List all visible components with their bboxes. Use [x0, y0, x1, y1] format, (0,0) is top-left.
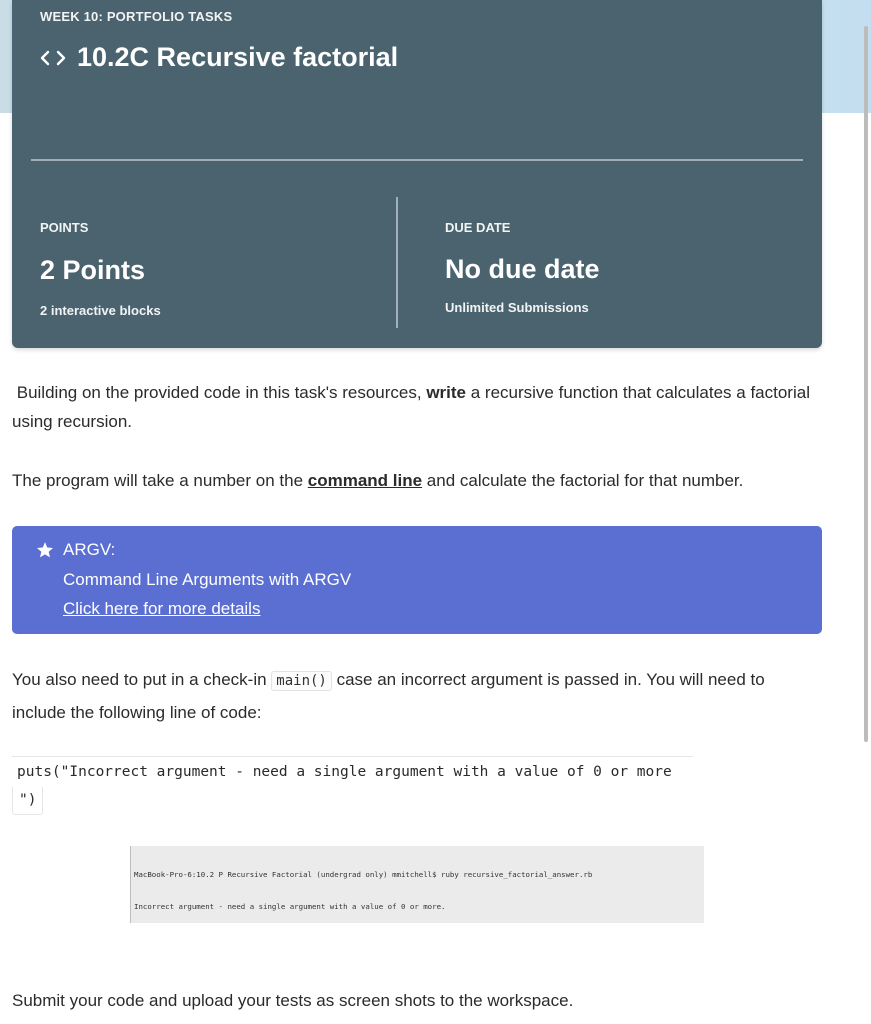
main-inline-code: main() [271, 671, 332, 691]
command-line-paragraph [12, 466, 822, 495]
argv-callout [12, 526, 822, 634]
points-label: POINTS [40, 220, 89, 235]
breadcrumb[interactable]: WEEK 10: PORTFOLIO TASKS [40, 9, 233, 24]
more-details-link[interactable]: Click here for more details [63, 599, 261, 618]
callout-title: ARGV: [63, 540, 116, 559]
task-header-card [12, 0, 822, 348]
terminal-line: Incorrect argument - need a single argument with a value of 0 or more. [134, 901, 446, 911]
page-title: 10.2C Recursive factorial [77, 42, 399, 72]
points-value: 2 Points [40, 255, 146, 285]
intro-text-start: Building on the provided code in this task's resources, [16, 383, 427, 402]
intro-paragraph [12, 378, 822, 436]
star-icon [36, 541, 54, 559]
submissions-subtext: Unlimited Submissions [445, 300, 589, 315]
submit-instructions: Submit your code and upload your tests as screen shots to the workspace. [12, 991, 574, 1010]
intro-text-end: a recursive function that calculates a factorial using recursion. [12, 383, 810, 431]
page-scrollbar[interactable] [861, 0, 871, 1024]
code-icon [40, 49, 66, 67]
due-date-label: DUE DATE [445, 220, 511, 235]
stats-divider [396, 197, 398, 328]
points-subtext: 2 interactive blocks [40, 303, 161, 318]
header-divider [31, 159, 803, 161]
code-line-2: ") [12, 787, 43, 815]
terminal-line: MacBook-Pro-6:10.2 P Recursive Factorial (undergrad only) mmitchell$ ruby recursive_factorial_answer.rb [134, 869, 593, 879]
scrollbar-thumb[interactable] [864, 26, 868, 742]
main-check-paragraph [12, 664, 822, 728]
title-row [40, 42, 398, 73]
command-line-text-end: and calculate the factorial for that number. [422, 471, 744, 490]
main-check-text-end: case an incorrect argument is passed in. You will need to include the following line of code: [12, 670, 765, 722]
command-line-text-start: The program will take a number on the [12, 471, 308, 490]
callout-description: Command Line Arguments with ARGV [63, 570, 352, 589]
terminal-screenshot [130, 846, 704, 923]
main-check-text-start: You also need to put in a check-in [12, 670, 272, 689]
command-line-link[interactable]: command line [307, 471, 423, 490]
intro-bold-write: write [426, 383, 467, 402]
due-date-value: No due date [445, 254, 600, 284]
code-line-1: puts("Incorrect argument - need a single argument with a value of 0 or more [12, 756, 693, 787]
